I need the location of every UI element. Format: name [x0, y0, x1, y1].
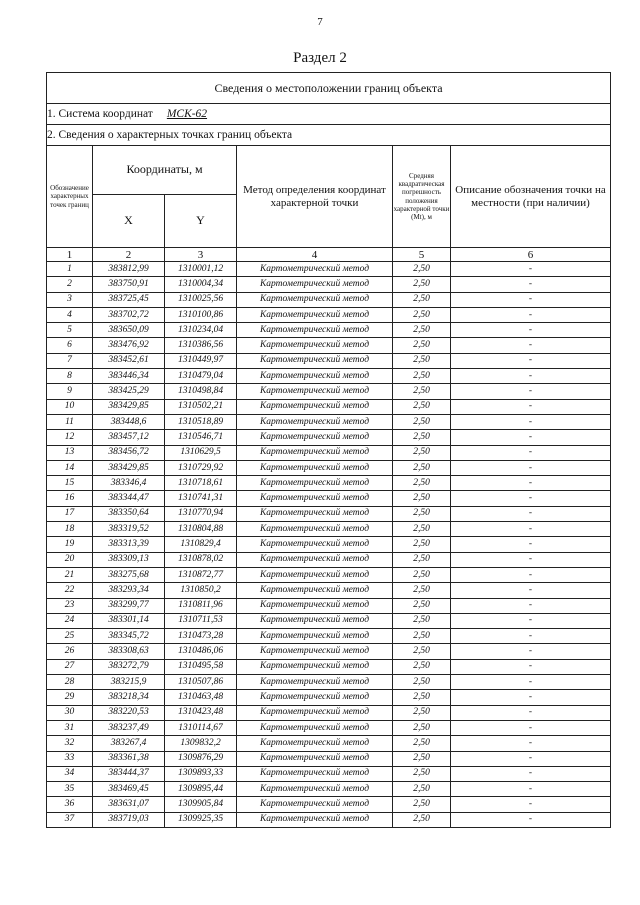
cell-method: Картометрический метод: [237, 262, 393, 277]
cell-y: 1310004,34: [165, 277, 237, 292]
cell-method: Картометрический метод: [237, 399, 393, 414]
table-row: [47, 430, 611, 445]
cell-description: -: [451, 491, 611, 506]
cell-y: 1310502,21: [165, 399, 237, 414]
column-number: 5: [393, 248, 451, 262]
cell-error: 2,50: [393, 369, 451, 384]
cell-point-number: 7: [47, 353, 93, 368]
cell-description: -: [451, 338, 611, 353]
cell-x: 383237,49: [93, 720, 165, 735]
column-number: 6: [451, 248, 611, 262]
cell-y: 1309893,33: [165, 766, 237, 781]
cell-error: 2,50: [393, 705, 451, 720]
cell-point-number: 12: [47, 430, 93, 445]
cell-point-number: 32: [47, 736, 93, 751]
cell-point-number: 33: [47, 751, 93, 766]
table-row: [47, 736, 611, 751]
cell-method: Картометрический метод: [237, 522, 393, 537]
cell-error: 2,50: [393, 338, 451, 353]
cell-point-number: 2: [47, 277, 93, 292]
cell-method: Картометрический метод: [237, 720, 393, 735]
cell-error: 2,50: [393, 384, 451, 399]
header-point: Обозначение характерных точек границ: [47, 146, 93, 248]
cell-error: 2,50: [393, 552, 451, 567]
cell-description: -: [451, 399, 611, 414]
table-row: [47, 476, 611, 491]
cell-point-number: 27: [47, 659, 93, 674]
cell-error: 2,50: [393, 659, 451, 674]
cell-error: 2,50: [393, 797, 451, 812]
cell-x: 383425,29: [93, 384, 165, 399]
cell-method: Картометрический метод: [237, 659, 393, 674]
cell-description: -: [451, 384, 611, 399]
cell-description: -: [451, 353, 611, 368]
table-row: [47, 598, 611, 613]
cell-description: -: [451, 797, 611, 812]
cell-error: 2,50: [393, 522, 451, 537]
table-row: [47, 751, 611, 766]
cell-x: 383267,4: [93, 736, 165, 751]
table-row: [47, 782, 611, 797]
cell-method: Картометрический метод: [237, 292, 393, 307]
table-row: [47, 445, 611, 460]
cell-x: 383702,72: [93, 307, 165, 322]
cell-description: -: [451, 629, 611, 644]
cell-y: 1310473,28: [165, 629, 237, 644]
cell-y: 1310729,92: [165, 460, 237, 475]
cell-description: -: [451, 766, 611, 781]
cell-error: 2,50: [393, 323, 451, 338]
cell-error: 2,50: [393, 644, 451, 659]
cell-method: Картометрический метод: [237, 445, 393, 460]
cell-error: 2,50: [393, 751, 451, 766]
table-row: [47, 323, 611, 338]
header-x: X: [93, 195, 165, 248]
cell-y: 1310486,06: [165, 644, 237, 659]
cell-method: Картометрический метод: [237, 277, 393, 292]
cell-method: Картометрический метод: [237, 751, 393, 766]
cell-error: 2,50: [393, 353, 451, 368]
cell-y: 1310114,67: [165, 720, 237, 735]
cell-x: 383650,09: [93, 323, 165, 338]
table-row: [47, 567, 611, 582]
cell-point-number: 17: [47, 506, 93, 521]
coord-system-label: 1. Система координат: [47, 108, 153, 120]
cell-x: 383293,34: [93, 583, 165, 598]
cell-x: 383725,45: [93, 292, 165, 307]
cell-x: 383429,85: [93, 460, 165, 475]
cell-y: 1310850,2: [165, 583, 237, 598]
cell-point-number: 21: [47, 567, 93, 582]
cell-x: 383215,9: [93, 675, 165, 690]
cell-point-number: 20: [47, 552, 93, 567]
cell-x: 383272,79: [93, 659, 165, 674]
cell-description: -: [451, 537, 611, 552]
cell-y: 1310495,58: [165, 659, 237, 674]
cell-x: 383444,37: [93, 766, 165, 781]
cell-point-number: 3: [47, 292, 93, 307]
cell-y: 1310518,89: [165, 414, 237, 429]
cell-point-number: 16: [47, 491, 93, 506]
cell-y: 1309876,29: [165, 751, 237, 766]
cell-point-number: 8: [47, 369, 93, 384]
cell-error: 2,50: [393, 537, 451, 552]
cell-y: 1309905,84: [165, 797, 237, 812]
cell-x: 383309,13: [93, 552, 165, 567]
table-row: [47, 705, 611, 720]
cell-description: -: [451, 277, 611, 292]
cell-point-number: 31: [47, 720, 93, 735]
cell-point-number: 34: [47, 766, 93, 781]
cell-error: 2,50: [393, 736, 451, 751]
cell-error: 2,50: [393, 307, 451, 322]
cell-point-number: 11: [47, 414, 93, 429]
table-row: [47, 307, 611, 322]
cell-method: Картометрический метод: [237, 705, 393, 720]
cell-y: 1310804,88: [165, 522, 237, 537]
cell-error: 2,50: [393, 690, 451, 705]
table-row: [47, 506, 611, 521]
cell-error: 2,50: [393, 292, 451, 307]
header-description: Описание обозначения точки на местности (при наличии): [451, 146, 611, 248]
cell-x: 383345,72: [93, 629, 165, 644]
cell-point-number: 25: [47, 629, 93, 644]
cell-method: Картометрический метод: [237, 430, 393, 445]
header-error: Средняя квадратическая погрешность положения характерной точки (Mt), м: [393, 146, 451, 248]
cell-y: 1310423,48: [165, 705, 237, 720]
cell-description: -: [451, 812, 611, 827]
table-row: [47, 292, 611, 307]
cell-description: -: [451, 675, 611, 690]
cell-x: 383469,45: [93, 782, 165, 797]
table-row: [47, 460, 611, 475]
cell-x: 383275,68: [93, 567, 165, 582]
cell-x: 383812,99: [93, 262, 165, 277]
cell-error: 2,50: [393, 766, 451, 781]
cell-error: 2,50: [393, 613, 451, 628]
cell-point-number: 28: [47, 675, 93, 690]
cell-method: Картометрический метод: [237, 782, 393, 797]
cell-description: -: [451, 460, 611, 475]
cell-x: 383299,77: [93, 598, 165, 613]
table-row: [47, 812, 611, 827]
section-title: Раздел 2: [293, 50, 347, 66]
table-row: [47, 369, 611, 384]
coord-system-value: МСК-62: [166, 108, 208, 120]
cell-point-number: 30: [47, 705, 93, 720]
cell-point-number: 29: [47, 690, 93, 705]
cell-description: -: [451, 307, 611, 322]
cell-point-number: 14: [47, 460, 93, 475]
cell-y: 1310449,97: [165, 353, 237, 368]
cell-method: Картометрический метод: [237, 766, 393, 781]
cell-error: 2,50: [393, 277, 451, 292]
cell-y: 1310811,96: [165, 598, 237, 613]
cell-point-number: 1: [47, 262, 93, 277]
cell-x: 383750,91: [93, 277, 165, 292]
cell-point-number: 5: [47, 323, 93, 338]
cell-description: -: [451, 262, 611, 277]
cell-x: 383313,39: [93, 537, 165, 552]
cell-x: 383446,34: [93, 369, 165, 384]
cell-description: -: [451, 720, 611, 735]
cell-method: Картометрический метод: [237, 506, 393, 521]
cell-point-number: 18: [47, 522, 93, 537]
cell-error: 2,50: [393, 812, 451, 827]
column-number-row: [47, 248, 611, 262]
characteristic-points-label: 2. Сведения о характерных точках границ объекта: [47, 125, 611, 146]
cell-method: Картометрический метод: [237, 323, 393, 338]
cell-x: 383218,34: [93, 690, 165, 705]
cell-x: 383361,38: [93, 751, 165, 766]
cell-point-number: 37: [47, 812, 93, 827]
cell-method: Картометрический метод: [237, 369, 393, 384]
cell-description: -: [451, 522, 611, 537]
cell-method: Картометрический метод: [237, 307, 393, 322]
cell-error: 2,50: [393, 782, 451, 797]
cell-description: -: [451, 613, 611, 628]
cell-method: Картометрический метод: [237, 353, 393, 368]
table-row: [47, 384, 611, 399]
cell-method: Картометрический метод: [237, 460, 393, 475]
cell-description: -: [451, 369, 611, 384]
cell-error: 2,50: [393, 598, 451, 613]
cell-y: 1310829,4: [165, 537, 237, 552]
table-row: [47, 766, 611, 781]
cell-method: Картометрический метод: [237, 629, 393, 644]
cell-x: 383457,12: [93, 430, 165, 445]
table-row: [47, 613, 611, 628]
cell-y: 1309895,44: [165, 782, 237, 797]
cell-x: 383452,61: [93, 353, 165, 368]
table-row: [47, 583, 611, 598]
cell-point-number: 19: [47, 537, 93, 552]
cell-error: 2,50: [393, 629, 451, 644]
cell-method: Картометрический метод: [237, 567, 393, 582]
table-row: [47, 797, 611, 812]
table-row: [47, 675, 611, 690]
cell-method: Картометрический метод: [237, 414, 393, 429]
cell-error: 2,50: [393, 720, 451, 735]
cell-description: -: [451, 659, 611, 674]
cell-method: Картометрический метод: [237, 812, 393, 827]
cell-x: 383308,63: [93, 644, 165, 659]
cell-y: 1310872,77: [165, 567, 237, 582]
table-row: [47, 277, 611, 292]
cell-description: -: [451, 445, 611, 460]
cell-error: 2,50: [393, 583, 451, 598]
cell-error: 2,50: [393, 430, 451, 445]
cell-method: Картометрический метод: [237, 583, 393, 598]
table-row: [47, 338, 611, 353]
cell-x: 383301,14: [93, 613, 165, 628]
column-number: 2: [93, 248, 165, 262]
cell-description: -: [451, 292, 611, 307]
cell-y: 1310463,48: [165, 690, 237, 705]
cell-y: 1309832,2: [165, 736, 237, 751]
cell-point-number: 22: [47, 583, 93, 598]
cell-y: 1310878,02: [165, 552, 237, 567]
cell-x: 383319,52: [93, 522, 165, 537]
cell-x: 383448,6: [93, 414, 165, 429]
cell-y: 1310741,31: [165, 491, 237, 506]
table-row: [47, 353, 611, 368]
table-row: [47, 552, 611, 567]
table-row: [47, 629, 611, 644]
cell-description: -: [451, 598, 611, 613]
cell-y: 1310234,04: [165, 323, 237, 338]
cell-y: 1310770,94: [165, 506, 237, 521]
cell-point-number: 35: [47, 782, 93, 797]
cell-y: 1310546,71: [165, 430, 237, 445]
page-number: 7: [317, 16, 323, 28]
cell-point-number: 9: [47, 384, 93, 399]
cell-point-number: 6: [47, 338, 93, 353]
cell-method: Картометрический метод: [237, 491, 393, 506]
cell-error: 2,50: [393, 445, 451, 460]
cell-y: 1310498,84: [165, 384, 237, 399]
cell-method: Картометрический метод: [237, 690, 393, 705]
cell-description: -: [451, 476, 611, 491]
cell-method: Картометрический метод: [237, 384, 393, 399]
cell-point-number: 13: [47, 445, 93, 460]
cell-y: 1310386,56: [165, 338, 237, 353]
cell-description: -: [451, 705, 611, 720]
cell-description: -: [451, 430, 611, 445]
cell-method: Картометрический метод: [237, 613, 393, 628]
table-row: [47, 522, 611, 537]
cell-description: -: [451, 736, 611, 751]
cell-description: -: [451, 690, 611, 705]
header-method: Метод определения координат характерной точки: [237, 146, 393, 248]
cell-error: 2,50: [393, 476, 451, 491]
section-banner: Сведения о местоположении границ объекта: [47, 73, 611, 104]
cell-point-number: 4: [47, 307, 93, 322]
cell-error: 2,50: [393, 491, 451, 506]
cell-method: Картометрический метод: [237, 644, 393, 659]
cell-method: Картометрический метод: [237, 736, 393, 751]
cell-description: -: [451, 644, 611, 659]
cell-method: Картометрический метод: [237, 338, 393, 353]
table-row: [47, 720, 611, 735]
cell-error: 2,50: [393, 675, 451, 690]
cell-error: 2,50: [393, 262, 451, 277]
cell-error: 2,50: [393, 460, 451, 475]
cell-y: 1310479,04: [165, 369, 237, 384]
cell-y: 1309925,35: [165, 812, 237, 827]
column-number: 3: [165, 248, 237, 262]
cell-x: 383456,72: [93, 445, 165, 460]
cell-x: 383719,03: [93, 812, 165, 827]
cell-y: 1310100,86: [165, 307, 237, 322]
table-row: [47, 659, 611, 674]
table-row: [47, 491, 611, 506]
cell-error: 2,50: [393, 414, 451, 429]
cell-error: 2,50: [393, 399, 451, 414]
table-row: [47, 537, 611, 552]
cell-description: -: [451, 506, 611, 521]
cell-description: -: [451, 782, 611, 797]
header-y: Y: [165, 195, 237, 248]
table-row: [47, 414, 611, 429]
cell-method: Картометрический метод: [237, 476, 393, 491]
cell-description: -: [451, 323, 611, 338]
cell-description: -: [451, 751, 611, 766]
table-row: [47, 399, 611, 414]
table-row: [47, 262, 611, 277]
table-row: [47, 644, 611, 659]
cell-error: 2,50: [393, 567, 451, 582]
cell-y: 1310718,61: [165, 476, 237, 491]
cell-point-number: 23: [47, 598, 93, 613]
cell-point-number: 26: [47, 644, 93, 659]
cell-point-number: 24: [47, 613, 93, 628]
cell-point-number: 10: [47, 399, 93, 414]
cell-x: 383346,4: [93, 476, 165, 491]
cell-point-number: 15: [47, 476, 93, 491]
cell-y: 1310507,86: [165, 675, 237, 690]
cell-y: 1310025,56: [165, 292, 237, 307]
cell-x: 383429,85: [93, 399, 165, 414]
cell-x: 383344,47: [93, 491, 165, 506]
cell-x: 383476,92: [93, 338, 165, 353]
cell-method: Картометрический метод: [237, 675, 393, 690]
table-row: [47, 690, 611, 705]
cell-y: 1310711,53: [165, 613, 237, 628]
cell-point-number: 36: [47, 797, 93, 812]
column-number: 1: [47, 248, 93, 262]
cell-x: 383220,53: [93, 705, 165, 720]
cell-y: 1310001,12: [165, 262, 237, 277]
column-number: 4: [237, 248, 393, 262]
cell-method: Картометрический метод: [237, 552, 393, 567]
cell-method: Картометрический метод: [237, 797, 393, 812]
coord-system-row: [47, 104, 611, 125]
cell-x: 383631,07: [93, 797, 165, 812]
cell-x: 383350,64: [93, 506, 165, 521]
header-coordinates: Координаты, м: [93, 146, 237, 195]
boundary-table: [46, 72, 611, 828]
cell-description: -: [451, 583, 611, 598]
cell-description: -: [451, 552, 611, 567]
cell-description: -: [451, 567, 611, 582]
cell-method: Картометрический метод: [237, 537, 393, 552]
cell-error: 2,50: [393, 506, 451, 521]
cell-description: -: [451, 414, 611, 429]
cell-y: 1310629,5: [165, 445, 237, 460]
cell-method: Картометрический метод: [237, 598, 393, 613]
